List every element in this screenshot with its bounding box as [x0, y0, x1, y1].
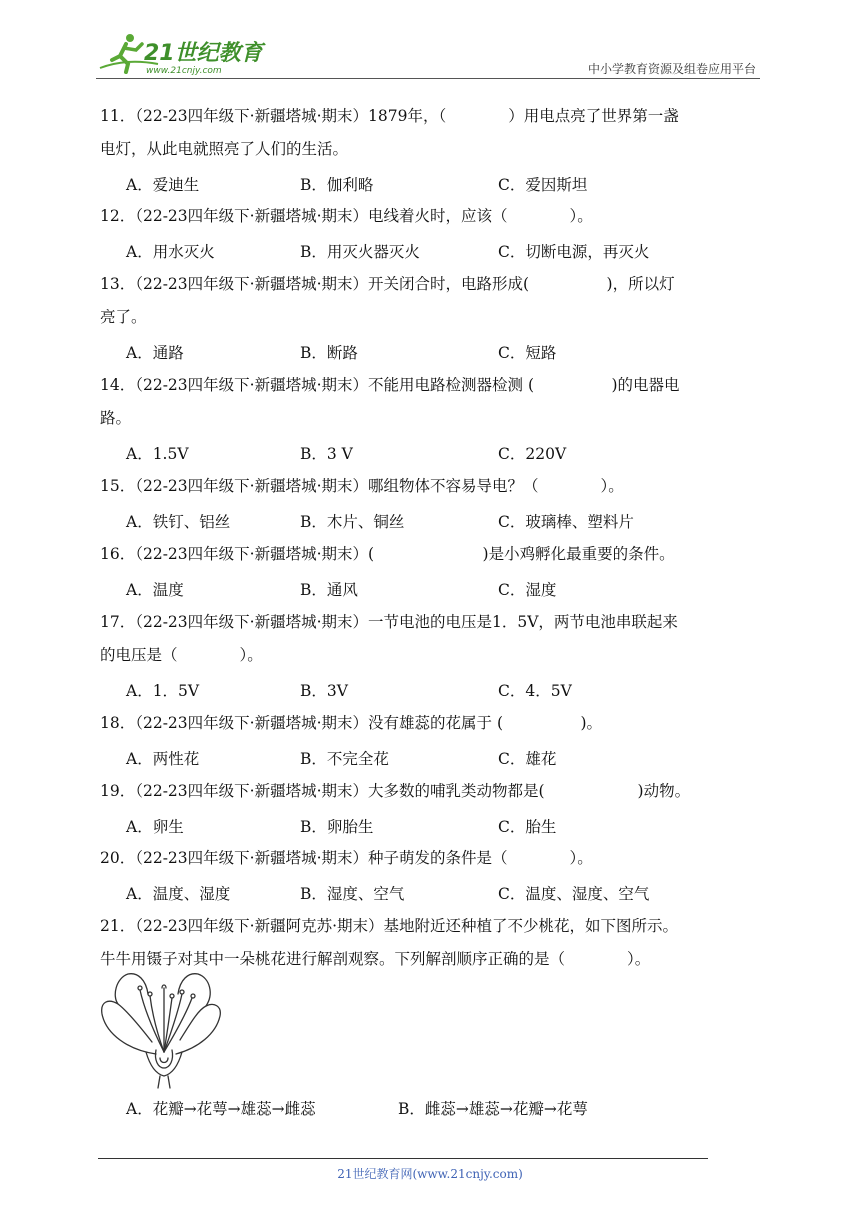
option-b[interactable]: B．雌蕊→雄蕊→花瓣→花萼 — [398, 1100, 588, 1118]
header-divider — [96, 78, 760, 79]
option-b[interactable]: B．3V — [300, 682, 348, 700]
question-15: 15．（22-23四年级下·新疆塔城·期末）哪组物体不容易导电？（ ）。 — [100, 477, 624, 495]
option-a[interactable]: A．温度、湿度 — [126, 885, 231, 903]
question-17: 17．（22-23四年级下·新疆塔城·期末）一节电池的电压是1．5V，两节电池串联起来 的电压是（ ）。 — [100, 613, 678, 664]
option-b[interactable]: B．不完全花 — [300, 750, 389, 768]
option-a[interactable]: A．铁钉、铝丝 — [126, 513, 231, 531]
option-c[interactable]: C．爱因斯坦 — [498, 176, 588, 194]
question-19: 19．（22-23四年级下·新疆塔城·期末）大多数的哺乳类动物都是( )动物。 — [100, 782, 691, 800]
option-a[interactable]: A．温度 — [126, 581, 184, 599]
page-header — [96, 30, 760, 80]
svg-text:www.21cnjy.com: www.21cnjy.com — [146, 66, 222, 76]
option-a[interactable]: A．通路 — [126, 344, 184, 362]
option-a[interactable]: A．两性花 — [126, 750, 200, 768]
option-a[interactable]: A．1.5V — [126, 445, 189, 463]
option-b[interactable]: B．3 V — [300, 445, 353, 463]
footer-link[interactable]: 21世纪教育网(www.21cnjy.com) — [337, 1167, 523, 1181]
option-a[interactable]: A．用水灭火 — [126, 243, 215, 261]
option-b[interactable]: B．通风 — [300, 581, 358, 599]
option-b[interactable]: B．湿度、空气 — [300, 885, 405, 903]
option-b[interactable]: B．用灭火器灭火 — [300, 243, 420, 261]
question-12: 12．（22-23四年级下·新疆塔城·期末）电线着火时，应该（ ）。 — [100, 207, 593, 225]
option-a[interactable]: A．爱迪生 — [126, 176, 200, 194]
option-c[interactable]: C．温度、湿度、空气 — [498, 885, 650, 903]
option-b[interactable]: B．断路 — [300, 344, 358, 362]
option-b[interactable]: B．木片、铜丝 — [300, 513, 405, 531]
option-a[interactable]: A．卵生 — [126, 818, 184, 836]
option-c[interactable]: C．湿度 — [498, 581, 557, 599]
footer-divider — [98, 1158, 708, 1159]
svg-text:21世纪教育: 21世纪教育 — [144, 41, 263, 66]
option-b[interactable]: B．伽利略 — [300, 176, 374, 194]
question-21: 21．（22-23四年级下·新疆阿克苏·期末）基地附近还种植了不少桃花，如下图所示。 牛牛用镊子对其中一朵桃花进行解剖观察。下列解剖顺序正确的是（ ）。 — [100, 917, 679, 968]
option-c[interactable]: C．切断电源，再灭火 — [498, 243, 650, 261]
option-c[interactable]: C．雄花 — [498, 750, 557, 768]
platform-name: 中小学教育资源及组卷应用平台 — [587, 62, 756, 76]
question-18: 18．（22-23四年级下·新疆塔城·期末）没有雄蕊的花属于 ( )。 — [100, 714, 603, 732]
question-16: 16．（22-23四年级下·新疆塔城·期末）( )是小鸡孵化最重要的条件。 — [100, 545, 675, 563]
option-c[interactable]: C．4．5V — [498, 682, 572, 700]
logo — [96, 30, 266, 76]
question-14: 14．（22-23四年级下·新疆塔城·期末）不能用电路检测器检测 ( )的电器电 路。 — [100, 376, 680, 427]
option-a[interactable]: A．1．5V — [126, 682, 200, 700]
option-c[interactable]: C．胎生 — [498, 818, 557, 836]
option-c[interactable]: C．玻璃棒、塑料片 — [498, 513, 634, 531]
option-a[interactable]: A．花瓣→花萼→雄蕊→雌蕊 — [126, 1100, 316, 1118]
question-20: 20．（22-23四年级下·新疆塔城·期末）种子萌发的条件是（ ）。 — [100, 849, 593, 867]
question-13: 13．（22-23四年级下·新疆塔城·期末）开关闭合时，电路形成( )，所以灯 亮了。 — [100, 275, 675, 326]
option-c[interactable]: C．短路 — [498, 344, 557, 362]
option-c[interactable]: C．220V — [498, 445, 567, 463]
peach-flower-diagram — [98, 968, 228, 1090]
question-11: 11．（22-23四年级下·新疆塔城·期末）1879年，（ ）用电点亮了世界第一盏 电灯，从此电就照亮了人们的生活。 — [100, 107, 679, 158]
option-b[interactable]: B．卵胎生 — [300, 818, 374, 836]
